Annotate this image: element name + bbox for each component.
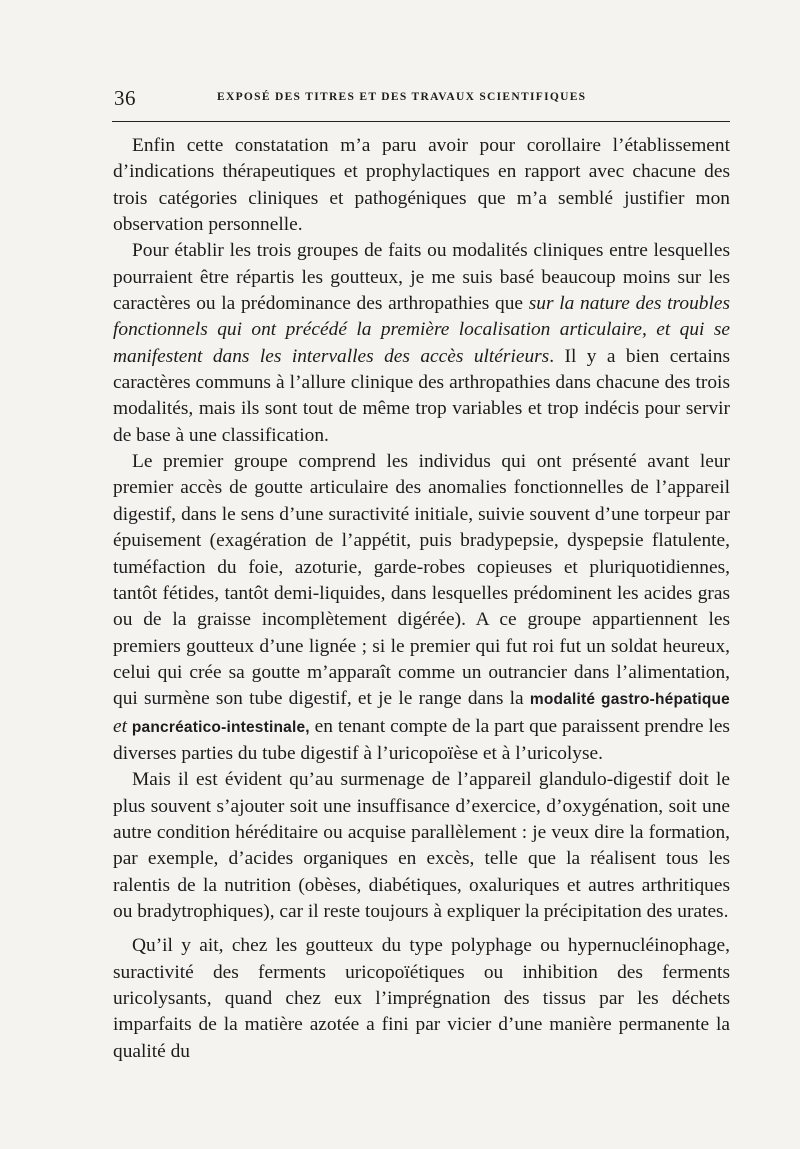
- body-text: [113, 133, 730, 1065]
- paragraph-3-end: en tenant compte de la part que paraissent prendre les diverses parties du tube digestif à l’uricopoïèse et à l’uricolyse.: [113, 715, 730, 764]
- paragraph-4: Mais il est évident qu’au surmenage de l’appareil glandulo-digestif doit le plus souvent s’ajouter soit une insuffisance d’exercice, d’oxygénation, soit une autre condition héréditaire ou acquise parallèlement : je veux dire la formation, par exemple, d’acides organiques en excès, telle que la réalisent tous les ralentis de la nutrition (obèses, diabétiques, oxaluriques et autres arthritiques ou bradytrophiques), car il reste toujours à expliquer la précipitation des urates.: [113, 769, 730, 922]
- paragraph-3-start: Le premier groupe comprend les individus qui ont présenté avant leur premier accès de goutte articulaire des anomalies fonctionnelles de l’appareil digestif, dans le sens d’une suractivité initiale, suivie souvent d’une torpeur par épuisement (exagération de l’appétit, puis bradypepsie, dyspepsie flatulente, tuméfaction du foie, azoturie, garde-robes copieuses et pluriquotidiennes, tantôt fétides, tantôt demi-liquides, dans lesquelles prédominent les acides gras ou de la graisse incomplètement digérée). A ce groupe appartiennent les premiers goutteux d’une lignée ; si le premier qui fut roi fut un soldat heureux, celui qui crée sa goutte m’apparaît comme un outrancier dans l’alimentation, qui surmène son tube digestif, et je le range dans la: [113, 451, 730, 710]
- paragraph-2-end: . Il y a bien certains caractères communs à l’allure clinique des arthropathies dans chacune des trois modalités, mais ils sont tout de même trop variables et trop indécis pour servir de base à une classification.: [113, 345, 730, 446]
- paragraph-2-start: Pour établir les trois groupes de faits ou modalités cliniques entre lesquelles pourraient être répartis les goutteux, je me suis basé beaucoup moins sur les caractères ou la prédominance des arthropathies que: [113, 240, 730, 315]
- paragraph-3: [113, 449, 730, 767]
- modality-term-2: pancréatico-intestinale,: [131, 718, 310, 736]
- running-title: EXPOSÉ DES TITRES ET DES TRAVAUX SCIENTIFIQUES: [217, 91, 587, 103]
- page-number: 36: [114, 86, 136, 110]
- modality-conjunction: et: [113, 715, 127, 737]
- page-header: [112, 84, 728, 120]
- paragraph-2: [113, 238, 730, 449]
- paragraph-1: Enfin cette constatation m’a paru avoir pour corollaire l’établissement d’indications thérapeutiques et prophylactiques en rapport avec chacune des trois catégories cliniques et pathogéniques que m’a semblé justifier mon observation personnelle.: [113, 135, 730, 236]
- header-rule: [112, 121, 730, 122]
- paragraph-5: Qu’il y ait, chez les goutteux du type polyphage ou hypernucléinophage, suractivité des ferments uricopoïétiques ou inhibition des ferments uricolysants, quand chez eux l’imprégnation des tissus par les déchets imparfaits de la matière azotée a fini par vicier d’une manière permanente la qualité du: [113, 935, 730, 1062]
- modality-term-1: modalité gastro-hépatique: [529, 691, 730, 709]
- paragraph-2-italic: sur la nature des troubles fonctionnels qui ont précédé la première localisation articulaire, et qui se manifestent dans les intervalles des accès ultérieurs: [113, 293, 731, 367]
